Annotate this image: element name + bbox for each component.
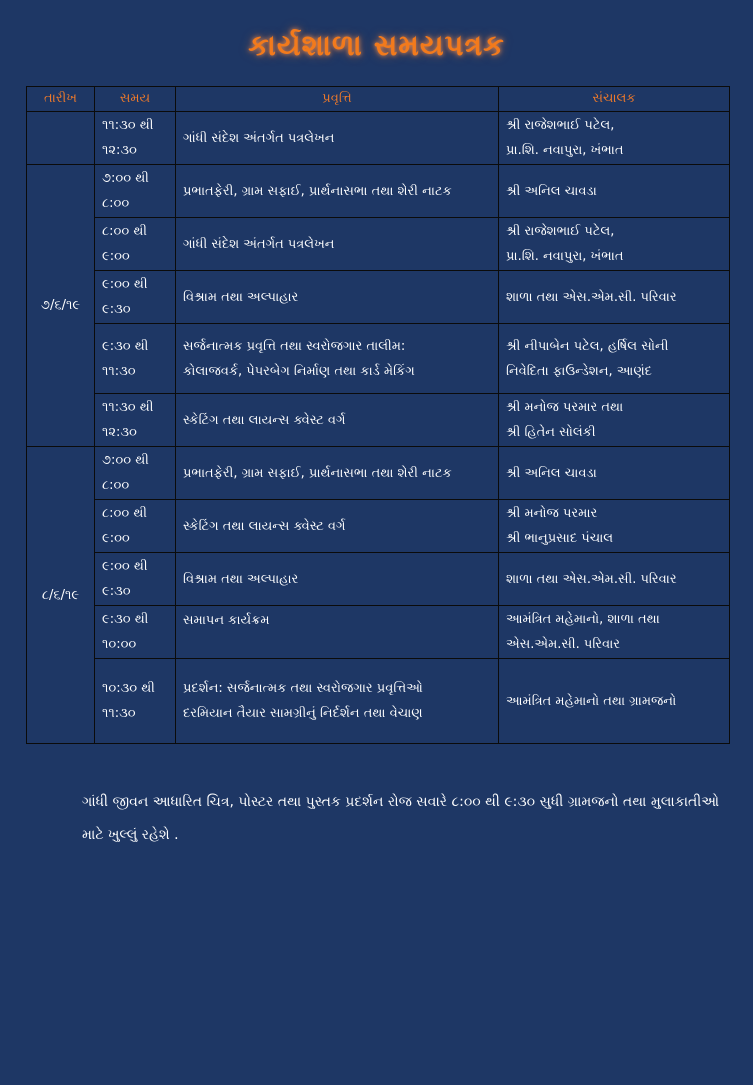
time-cell (95, 394, 176, 447)
time-cell (95, 447, 176, 500)
time-end: ૯:૩૦ (102, 302, 131, 317)
lead-cell (499, 606, 730, 659)
lead-line: એસ.એમ.સી. પરિવાર (506, 637, 621, 652)
activity-cell (176, 271, 499, 324)
time-cell (95, 606, 176, 659)
activity-cell (176, 112, 499, 165)
time-end: ૧૧:૩૦ (102, 363, 136, 379)
time-cell (95, 500, 176, 553)
time-start: ૧૧:૩૦ થી (102, 118, 154, 133)
time-end: ૧૦:૦૦ (102, 637, 137, 652)
time-start: ૯:૦૦ થી (102, 277, 148, 292)
schedule-table (26, 86, 730, 744)
time-start: ૯:૩૦ થી (102, 612, 149, 627)
lead-cell (499, 659, 730, 744)
header-time: સમય (95, 87, 176, 112)
date-cell: ૮/૬/૧૯ (27, 447, 95, 744)
time-cell (95, 324, 176, 394)
lead-line: પ્રા.શિ. નવાપુરા, ખંભાત (506, 143, 624, 158)
lead-cell (499, 112, 730, 165)
activity-text: સર્જનાત્મક પ્રવૃત્તિ તથા સ્વરોજગાર તાલીમ: (183, 338, 406, 354)
table-row (27, 394, 730, 447)
activity-cell (176, 394, 499, 447)
date-cell: ૭/૬/૧૯ (27, 165, 95, 447)
activity-text: સ્કેટિંગ તથા લાયન્સ ક્વેસ્ટ વર્ગ (183, 412, 346, 428)
time-cell (95, 165, 176, 218)
time-cell (95, 218, 176, 271)
time-end: ૧૨:૩૦ (102, 425, 137, 440)
time-end: ૮:૦૦ (102, 478, 130, 493)
time-end: ૯:૩૦ (102, 584, 131, 599)
time-end: ૮:૦૦ (102, 196, 130, 211)
lead-cell (499, 165, 730, 218)
table-row (27, 218, 730, 271)
activity-text: પ્રભાતફેરી, ગ્રામ સફાઈ, પ્રાર્થનાસભા તથા શેરી નાટક (183, 465, 452, 481)
activity-text: દરમિયાન તૈયાર સામગ્રીનું નિર્દર્શન તથા વેચાણ (183, 706, 423, 721)
activity-text: પ્રદર્શન: સર્જનાત્મક તથા સ્વરોજગાર પ્રવૃત્તિઓ (183, 681, 423, 696)
activity-text: ગાંધી સંદેશ અંતર્ગત પત્રલેખન (183, 236, 335, 252)
table-row (27, 659, 730, 744)
activity-text: કોલાજવર્ક, પેપરબેગ નિર્માણ તથા કાર્ડ મેકિંગ (183, 363, 415, 379)
activity-text: વિશ્રામ તથા અલ્પાહાર (183, 289, 299, 305)
lead-line: શ્રી અનિલ ચાવડા (506, 183, 597, 199)
activity-text: પ્રભાતફેરી, ગ્રામ સફાઈ, પ્રાર્થનાસભા તથા શેરી નાટક (183, 183, 452, 199)
lead-line: શ્રી મનોજ પરમાર તથા (506, 400, 624, 415)
time-start: ૮:૦૦ થી (102, 506, 148, 521)
lead-line: શ્રી મનોજ પરમાર (506, 506, 598, 521)
activity-text: ગાંધી સંદેશ અંતર્ગત પત્રલેખન (183, 130, 335, 146)
table-row (27, 271, 730, 324)
activity-cell (176, 553, 499, 606)
time-start: ૯:૦૦ થી (102, 559, 148, 574)
time-start: ૮:૦૦ થી (102, 224, 148, 239)
table-row (27, 500, 730, 553)
time-start: ૯:૩૦ થી (102, 338, 149, 354)
table-row (27, 112, 730, 165)
page-title: કાર્યશાળા સમયપત્રક (248, 28, 505, 62)
lead-cell (499, 500, 730, 553)
lead-line: શ્રી રાજેશભાઈ પટેલ, (506, 224, 615, 239)
activity-cell (176, 659, 499, 744)
time-end: ૯:૦૦ (102, 531, 130, 546)
activity-cell (176, 606, 499, 659)
header-date: તારીખ (27, 87, 95, 112)
header-lead: સંચાલક (499, 87, 730, 112)
lead-line: શ્રી રાજેશભાઈ પટેલ, (506, 118, 615, 133)
table-row (27, 447, 730, 500)
time-start: ૧૦:૩૦ થી (102, 681, 155, 696)
time-start: ૧૧:૩૦ થી (102, 400, 154, 415)
activity-text: સમાપન કાર્યક્રમ (183, 613, 270, 628)
time-cell (95, 112, 176, 165)
date-cell-empty (27, 112, 95, 165)
activity-cell (176, 324, 499, 394)
time-start: ૭:૦૦ થી (102, 453, 149, 468)
activity-text: વિશ્રામ તથા અલ્પાહાર (183, 571, 299, 587)
table-row (27, 324, 730, 394)
lead-line: નિવેદિતા ફાઉન્ડેશન, આણંદ (506, 363, 652, 379)
activity-cell (176, 165, 499, 218)
lead-line: શ્રી ભાનુપ્રસાદ પંચાલ (506, 531, 614, 546)
lead-cell (499, 271, 730, 324)
lead-cell (499, 218, 730, 271)
table-row (27, 165, 730, 218)
lead-line: પ્રા.શિ. નવાપુરા, ખંભાત (506, 249, 624, 264)
lead-line: શ્રી હિતેન સોલંકી (506, 425, 596, 440)
activity-cell (176, 500, 499, 553)
lead-line: આમંત્રિત મહેમાનો તથા ગ્રામજનો (506, 693, 677, 709)
time-end: ૧૧:૩૦ (102, 706, 136, 721)
time-end: ૧૨:૩૦ (102, 143, 137, 158)
time-end: ૯:૦૦ (102, 249, 130, 264)
lead-line: શ્રી અનિલ ચાવડા (506, 465, 597, 481)
lead-line: આમંત્રિત મહેમાનો, શાળા તથા (506, 612, 660, 627)
activity-text: સ્કેટિંગ તથા લાયન્સ ક્વેસ્ટ વર્ગ (183, 518, 346, 534)
lead-line: શ્રી નીપાબેન પટેલ, હર્ષિલ સોની (506, 338, 669, 354)
activity-cell (176, 447, 499, 500)
time-cell (95, 553, 176, 606)
time-cell (95, 271, 176, 324)
table-row (27, 606, 730, 659)
table-row (27, 553, 730, 606)
lead-cell (499, 394, 730, 447)
exhibition-note: ગાંધી જીવન આધારિત ચિત્ર, પોસ્ટર તથા પુસ્તક પ્રદર્શન રોજ સવારે ૮:૦૦ થી ૯:૩૦ સુધી ગ્રામજનો તથા મુલાકાતીઓ માટે ખુલ્લું રહેશે . (82, 794, 720, 843)
table-header-row (27, 87, 730, 112)
lead-cell (499, 324, 730, 394)
lead-line: શાળા તથા એસ.એમ.સી. પરિવાર (506, 571, 677, 587)
lead-cell (499, 553, 730, 606)
time-start: ૭:૦૦ થી (102, 171, 149, 186)
lead-line: શાળા તથા એસ.એમ.સી. પરિવાર (506, 289, 677, 305)
time-cell (95, 659, 176, 744)
lead-cell (499, 447, 730, 500)
header-activity: પ્રવૃત્તિ (176, 87, 499, 112)
activity-cell (176, 218, 499, 271)
